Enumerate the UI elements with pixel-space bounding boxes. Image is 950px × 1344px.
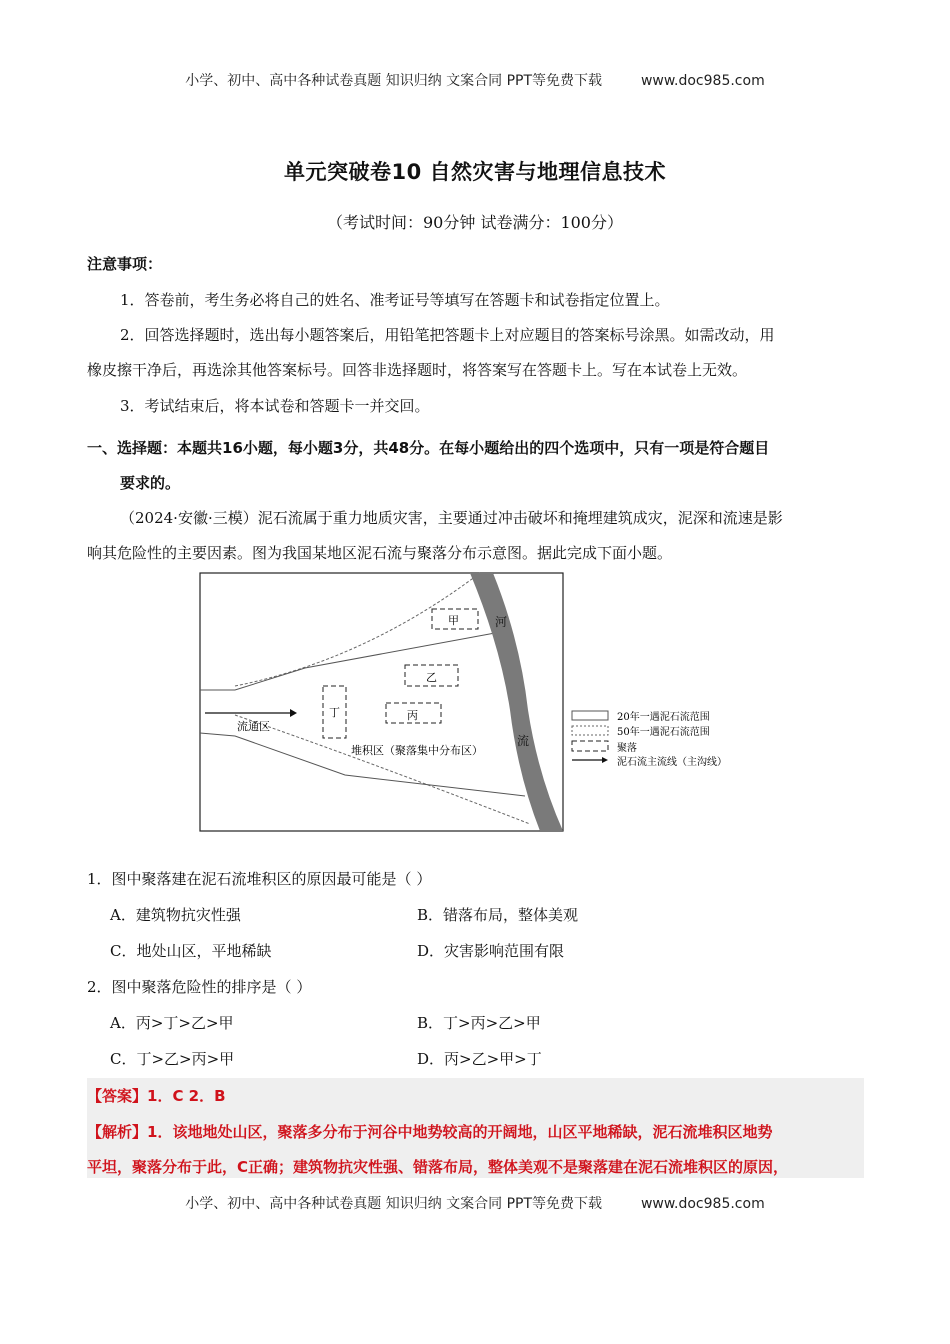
intro-text-cont: 响其危险性的主要因素。图为我国某地区泥石流与聚落分布示意图。据此完成下面小题。 <box>87 544 673 562</box>
notice-item: 2．回答选择题时，选出每小题答案后，用铅笔把答题卡上对应题目的答案标号涂黑。如需改动，用 <box>120 326 775 344</box>
option[interactable]: A．建筑物抗灾性强 <box>110 906 241 924</box>
question-stem: 2．图中聚落危险性的排序是（ ） <box>87 978 312 996</box>
notice-item: 3．考试结束后，将本试卷和答题卡一并交回。 <box>120 397 430 415</box>
question-stem: 1．图中聚落建在泥石流堆积区的原因最可能是（ ） <box>87 870 432 888</box>
option[interactable]: D．灾害影响范围有限 <box>417 942 565 960</box>
legend-label: 20年一遇泥石流范围 <box>617 712 710 723</box>
map-frame <box>200 573 563 831</box>
flow-zone-label: 流通区 <box>237 720 270 733</box>
option[interactable]: D．丙>乙>甲>丁 <box>417 1050 542 1068</box>
banner-url[interactable]: www.doc985.com <box>640 1196 765 1212</box>
answer-label: 【答案】 <box>87 1087 148 1105</box>
river-char: 河 <box>495 615 508 629</box>
analysis-label: 【解析】 <box>87 1123 148 1141</box>
settlement-label: 乙 <box>426 671 437 684</box>
banner-text: 小学、初中、高中各种试卷真题 知识归纳 文案合同 PPT等免费下载 <box>185 1196 603 1212</box>
banner-url[interactable]: www.doc985.com <box>640 73 765 89</box>
analysis-text-cont: 平坦，聚落分布于此，C正确；建筑物抗灾性强、错落布局，整体美观不是聚落建在泥石流堆积区的原因， <box>87 1158 789 1176</box>
notice-item: 橡皮擦干净后，再选涂其他答案标号。回答非选择题时，将答案写在答题卡上。写在本试卷上无效。 <box>87 361 748 379</box>
settlement-label: 丙 <box>407 709 418 722</box>
settlement-label: 丁 <box>329 706 340 719</box>
legend-swatch-20yr <box>572 711 608 720</box>
header-banner <box>0 70 950 90</box>
legend-label: 泥石流主流线（主沟线） <box>617 757 727 768</box>
deposit-zone-label: 堆积区（聚落集中分布区） <box>351 744 483 757</box>
river-char: 流 <box>517 734 530 748</box>
analysis-text: 1．该地地处山区，聚落多分布于河谷中地势较高的开阔地，山区平地稀缺，泥石流堆积区地势 <box>147 1123 773 1141</box>
option[interactable]: A．丙>丁>乙>甲 <box>110 1014 234 1032</box>
settlement-label: 甲 <box>448 614 459 627</box>
analysis-line <box>87 1121 772 1142</box>
answer-line <box>87 1085 226 1106</box>
legend-label: 聚落 <box>617 743 637 754</box>
section-heading: 一、选择题：本题共16小题，每小题3分，共48分。在每小题给出的四个选项中，只有一项是符合题目 <box>87 439 770 457</box>
notice-heading: 注意事项： <box>87 255 163 273</box>
answer-text: 1．C 2．B <box>147 1087 226 1105</box>
footer-banner <box>0 1193 950 1213</box>
banner-text: 小学、初中、高中各种试卷真题 知识归纳 文案合同 PPT等免费下载 <box>185 73 603 89</box>
exam-info: （考试时间：90分钟 试卷满分：100分） <box>327 213 623 232</box>
option[interactable]: C．丁>乙>丙>甲 <box>110 1050 235 1068</box>
page-title: 单元突破卷10 自然灾害与地理信息技术 <box>283 160 667 184</box>
section-heading-cont: 要求的。 <box>120 474 181 492</box>
option[interactable]: C．地处山区，平地稀缺 <box>110 942 272 960</box>
legend-label: 50年一遇泥石流范围 <box>617 727 710 738</box>
debris-flow-map <box>195 570 765 836</box>
option[interactable]: B．丁>丙>乙>甲 <box>417 1014 541 1032</box>
legend-swatch-50yr <box>572 726 608 735</box>
intro-text: （2024·安徽·三模）泥石流属于重力地质灾害，主要通过冲击破坏和掩埋建筑成灾，泥深和流速是影 <box>120 509 783 527</box>
legend-swatch-settlement <box>572 741 608 751</box>
option[interactable]: B．错落布局，整体美观 <box>417 906 579 924</box>
notice-item: 1．答卷前，考生务必将自己的姓名、准考证号等填写在答题卡和试卷指定位置上。 <box>120 291 670 309</box>
